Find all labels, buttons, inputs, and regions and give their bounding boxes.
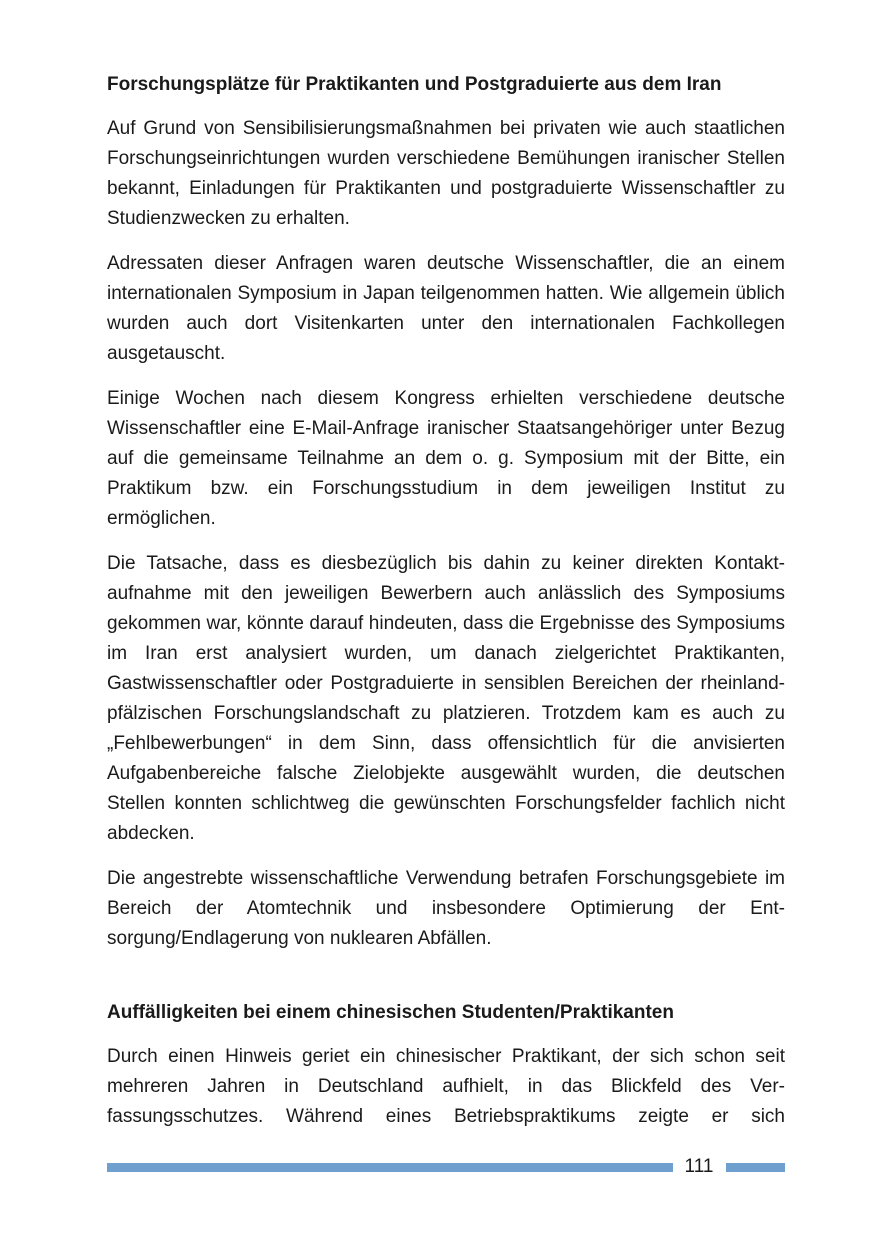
section-iran xyxy=(107,70,785,954)
paragraph: Einige Wochen nach diesem Kongress erhielten verschiedene deutsche Wissenschaftler eine E-Mail-Anfrage iranischer Staatsangehöriger unter Bezug auf die gemeinsame Teilnahme an dem o. g. Symposium mit der Bitte, ein Praktikum bzw. ein Forschungsstudium in dem jeweiligen Institut zu ermöglichen. xyxy=(107,388,785,529)
footer-rule-right xyxy=(726,1163,785,1172)
section-heading: Auffälligkeiten bei einem chinesischen Studenten/Praktikanten xyxy=(107,1002,674,1023)
paragraph: Durch einen Hinweis geriet ein chinesischer Praktikant, der sich schon seit mehreren Jahren in Deutschland aufhielt, in das Blickfeld des Verfassungsschutzes. Während eines Betriebspraktikums zeigte er sich xyxy=(107,1046,785,1127)
footer-rule-left xyxy=(107,1163,673,1172)
paragraph: Die angestrebte wissenschaftliche Verwendung betrafen Forschungsgebiete im Bereich der Atomtechnik und insbesondere Optimierung der Entsorgung/Endlagerung von nuklearen Abfällen. xyxy=(107,868,785,949)
page-number: 111 xyxy=(684,1156,714,1177)
paragraph: Adressaten dieser Anfragen waren deutsche Wissenschaftler, die an einem internationalen Symposium in Japan teilgenommen hatten. Wie allgemein üblich wurden auch dort Visitenkarten unter den internationalen Fachkollegen ausgetauscht. xyxy=(107,253,785,364)
page-body xyxy=(107,70,785,1132)
paragraph: Auf Grund von Sensibilisierungsmaßnahmen bei privaten wie auch staatlichen Forschungseinrichtungen wurden verschiedene Bemühungen iranischer Stellen bekannt, Einladungen für Praktikanten und postgraduierte Wissenschaftler zu Studienzwecken zu erhalten. xyxy=(107,118,785,229)
section-heading: Forschungsplätze für Praktikanten und Postgraduierte aus dem Iran xyxy=(107,74,722,95)
paragraph: Die Tatsache, dass es diesbezüglich bis dahin zu keiner direkten Kontaktaufnahme mit den jeweiligen Bewerbern auch anlässlich des Symposiums gekommen war, könnte darauf hindeuten, dass die Ergebnisse des Symposiums im Iran erst analysiert wurden, um danach zielgerichtet Praktikanten, Gastwissenschaftler oder Postgraduierte in sensiblen Bereichen der rheinland-pfälzischen Forschungslandschaft zu platzieren. Trotzdem kam es auch zu „Fehlbewerbungen“ in dem Sinn, dass offensichtlich für die anvisierten Aufgabenbereiche falsche Zielobjekte ausgewählt wurden, die deutschen Stellen konnten schlichtweg die gewünschten Forschungsfelder fachlich nicht abdecken. xyxy=(107,553,785,844)
section-china xyxy=(107,998,785,1132)
page-footer xyxy=(107,1155,785,1179)
